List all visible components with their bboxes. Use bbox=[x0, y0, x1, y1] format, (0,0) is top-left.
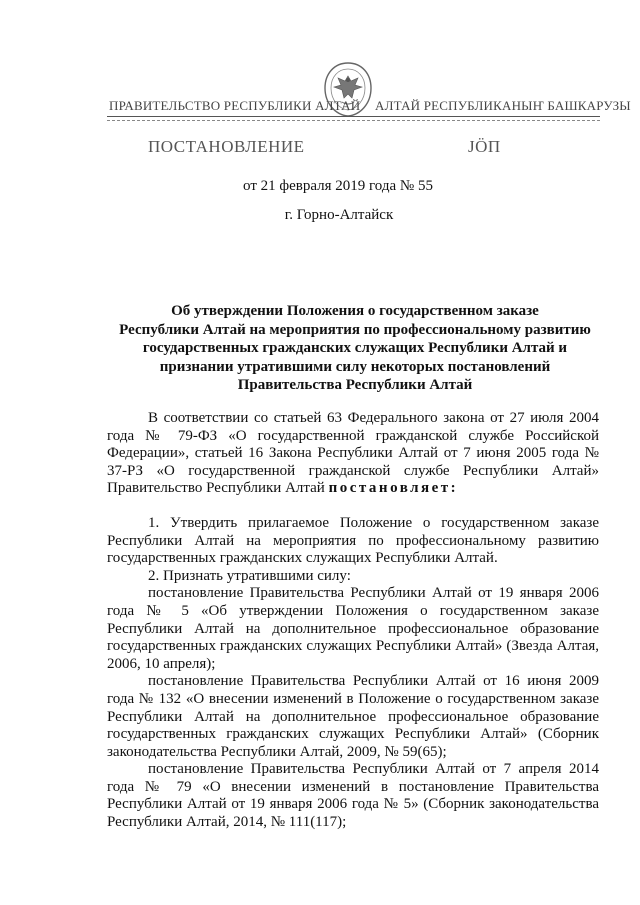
document-type-russian: ПОСТАНОВЛЕНИЕ bbox=[148, 137, 305, 156]
header-rule-secondary bbox=[107, 120, 600, 121]
decree-date-number: от 21 февраля 2019 года № 55 bbox=[243, 178, 433, 194]
preamble-paragraph bbox=[107, 410, 599, 498]
title-line: Правительства Республики Алтай bbox=[237, 377, 473, 393]
decree-city: г. Горно-Алтайск bbox=[284, 207, 394, 223]
title-line: Об утверждении Положения о государственном заказе bbox=[171, 303, 539, 319]
decree-body bbox=[107, 410, 599, 832]
title-line: признании утратившими силу некоторых постановлений bbox=[159, 358, 551, 375]
repealed-item: постановление Правительства Республики Алтай от 7 апреля 2014 года № 79 «О внесении изменений в постановление Правительства Республики Алтай от 19 января 2006 года № 5» (Сборник законодательства Республики Алтай, 2014, № 111(117); bbox=[107, 761, 599, 831]
item-1-paragraph: 1. Утвердить прилагаемое Положение о государственном заказе Республики Алтай на мероприятия по профессиональному развитию государственных гражданских служащих Республики Алтай. bbox=[107, 514, 599, 567]
preamble-text: В соответствии со статьей 63 Федерального закона от 27 июля 2004 года № 79-ФЗ «О государственной гражданской службе Российской Федерации», статьей 16 Закона Республики Алтай от 7 июня 2005 года № 37-РЗ «О государственной гражданской службе Республики Алтай» Правительство Республики Алтай bbox=[107, 410, 599, 497]
header-rule bbox=[107, 116, 600, 117]
repealed-item: постановление Правительства Республики Алтай от 19 января 2006 года № 5 «Об утверждении Положения о государственном заказе Республики Алтай на дополнительное профессиональное образование государственных гражданских служащих Республики Алтай» (Звезда Алтая, 2006, 10 апреля); bbox=[107, 585, 599, 672]
decree-title bbox=[110, 302, 600, 395]
repealed-item: постановление Правительства Республики Алтай от 16 июня 2009 года № 132 «О внесении изменений в Положение о государственном заказе Республики Алтай на дополнительное профессиональное образование государственных гражданских служащих Республики Алтай» (Сборник законодательства Республики Алтай, 2009, № 59(65); bbox=[107, 673, 599, 760]
document-type-altai: ЈӦП bbox=[468, 137, 501, 156]
title-line: Республики Алтай на мероприятия по профессиональному развитию bbox=[119, 321, 591, 338]
item-2-paragraph: 2. Признать утратившими силу: bbox=[148, 567, 351, 584]
government-name-altai: АЛТАЙ РЕСПУБЛИКАНЫҤ БАШКАРУЗЫ bbox=[375, 98, 631, 113]
government-name-russian: ПРАВИТЕЛЬСТВО РЕСПУБЛИКИ АЛТАЙ bbox=[109, 98, 361, 113]
title-line: государственных гражданских служащих Республики Алтай и bbox=[142, 340, 568, 356]
decree-word: постановляет: bbox=[328, 480, 459, 497]
